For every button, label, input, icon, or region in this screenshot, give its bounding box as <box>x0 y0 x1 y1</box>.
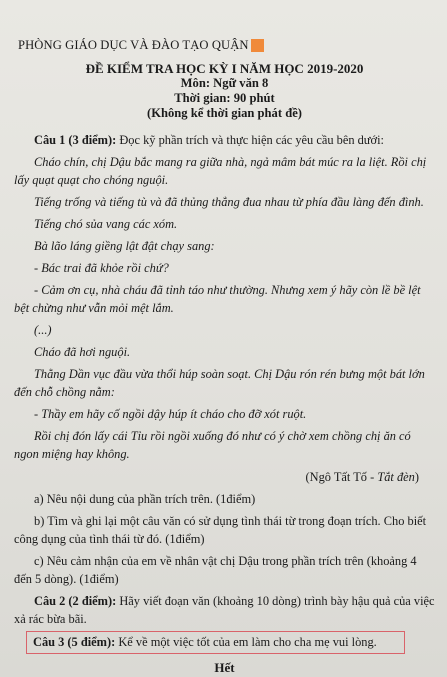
exam-title: ĐỀ KIỂM TRA HỌC KỲ I NĂM HỌC 2019-2020 <box>85 61 364 76</box>
question2-label: Câu 2 (2 điểm): <box>34 594 117 608</box>
exam-time: Thời gian: 90 phút <box>174 91 275 105</box>
question1-part-c: c) Nêu cảm nhận của em về nhân vật chị Dậu trong phần trích trên (khoảng 4 đến 5 dòng). (1điểm) <box>14 554 417 586</box>
question1-label: Câu 1 (3 điểm): <box>34 133 117 147</box>
question1-part-a: a) Nêu nội dung của phần trích trên. (1điểm) <box>34 492 256 506</box>
question1-part-b: b) Tìm và ghi lại một câu văn có sử dụng tình thái từ trong đoạn trích. Cho biết công dụng của tình thái từ đó. (1điểm) <box>14 514 427 546</box>
ministry-header <box>18 38 435 53</box>
exam-subject: Môn: Ngữ văn 8 <box>180 76 269 90</box>
passage-paragraph: Cháo đã hơi nguội. <box>34 345 131 359</box>
end-marker: Hết <box>214 660 235 675</box>
source-author: (Ngô Tất Tố - <box>305 470 378 484</box>
passage-paragraph: - Thầy em hãy cố ngồi dậy húp ít cháo cho đỡ xót ruột. <box>34 407 307 421</box>
passage-source <box>14 468 435 486</box>
source-work: Tắt đèn <box>377 470 415 484</box>
exam-time-note: (Không kể thời gian phát đề) <box>147 106 302 120</box>
passage-paragraph: Cháo chín, chị Dậu bắc mang ra giữa nhà, ngả mâm bát múc ra la liệt. Rồi chị lấy quạt quạt cho chóng nguội. <box>14 155 427 187</box>
passage-paragraph: Rồi chị đón lấy cái Tỉu rồi ngồi xuống đó như có ý chờ xem chồng chị ăn có ngon miệng hay không. <box>14 429 411 461</box>
question2 <box>14 592 435 628</box>
exam-header <box>14 61 435 121</box>
passage-paragraph: Thằng Dần vục đầu vừa thổi húp soàn soạt. Chị Dậu rón rén bưng một bát lớn đến chỗ chồng nằm: <box>14 367 425 399</box>
question2-text: Hãy viết đoạn văn (khoảng 10 dòng) trình bày hậu quả của việc xả rác bừa bãi. <box>14 594 435 626</box>
passage-paragraph: Tiếng chó sủa vang các xóm. <box>34 217 178 231</box>
redaction-mark <box>251 39 264 52</box>
question1-heading <box>14 131 435 149</box>
question3-highlight-box <box>26 631 405 654</box>
passage-ellipsis: (...) <box>34 323 52 337</box>
passage-paragraph: Bà lão láng giềng lật đật chạy sang: <box>34 239 215 253</box>
passage-paragraph: - Cảm ơn cụ, nhà cháu đã tỉnh táo như thường. Nhưng xem ý hãy còn lề bề lệt bệt chừng như vẫn mỏi mệt lắm. <box>14 283 421 315</box>
source-close: ) <box>414 470 419 484</box>
ministry-text: PHÒNG GIÁO DỤC VÀ ĐÀO TẠO QUẬN <box>18 38 249 52</box>
question3-text: Kể về một việc tốt của em làm cho cha mẹ vui lòng. <box>115 635 377 649</box>
question3-label: Câu 3 (5 điểm): <box>33 635 116 649</box>
passage-paragraph: Tiếng trống và tiếng tù và đã thủng thẳng đua nhau từ phía đầu làng đến đình. <box>34 195 424 209</box>
passage-paragraph: - Bác trai đã khỏe rồi chứ? <box>34 261 169 275</box>
question1-instruction: Đọc kỹ phần trích và thực hiện các yêu cầu bên dưới: <box>116 133 384 147</box>
